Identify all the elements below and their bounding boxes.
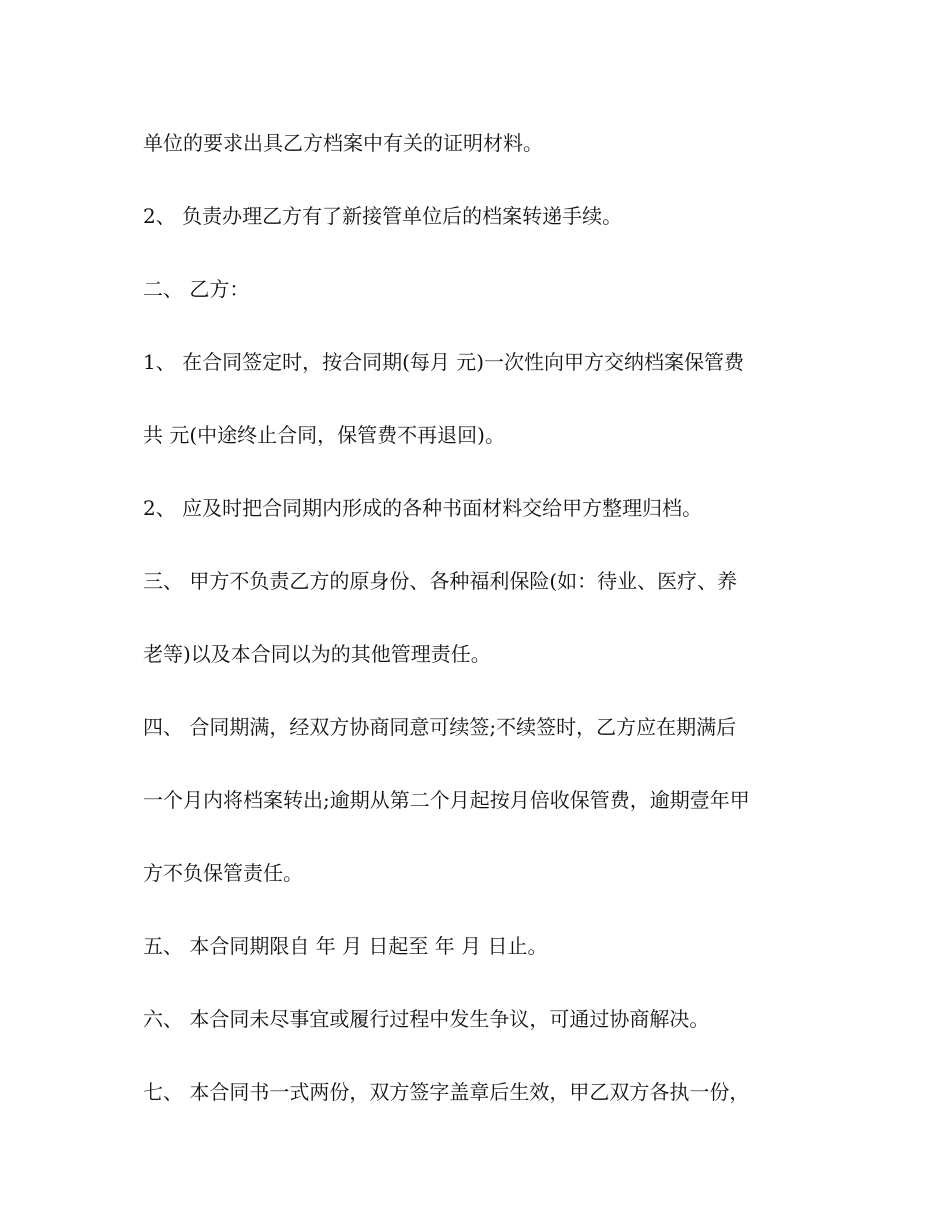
text-line: 方不负保管责任。 (143, 861, 303, 885)
text-line: 一个月内将档案转出;逾期从第二个月起按月倍收保管费，逾期壹年甲 (143, 788, 750, 812)
text-line: 2、 应及时把合同期内形成的各种书面材料交给甲方整理归档。 (143, 496, 703, 520)
text-line: 单位的要求出具乙方档案中有关的证明材料。 (143, 131, 543, 155)
section-heading: 二、 乙方： (143, 277, 250, 301)
text-line: 五、 本合同期限自 年 月 日起至 年 月 日止。 (143, 934, 548, 958)
text-line: 1、 在合同签定时，按合同期(每月 元)一次性向甲方交纳档案保管费 (143, 350, 745, 374)
text-line: 老等)以及本合同以为的其他管理责任。 (143, 642, 491, 666)
text-line: 四、 合同期满，经双方协商同意可续签;不续签时，乙方应在期满后 (143, 715, 737, 739)
text-line: 共 元(中途终止合同，保管费不再退回)。 (143, 423, 505, 447)
text-line: 三、 甲方不负责乙方的原身份、各种福利保险(如：待业、医疗、养 (143, 569, 738, 593)
text-line: 2、 负责办理乙方有了新接管单位后的档案转递手续。 (143, 204, 623, 228)
text-line: 六、 本合同未尽事宜或履行过程中发生争议，可通过协商解决。 (143, 1007, 710, 1031)
text-line: 七、 本合同书一式两份，双方签字盖章后生效，甲乙双方各执一份， (143, 1080, 750, 1104)
